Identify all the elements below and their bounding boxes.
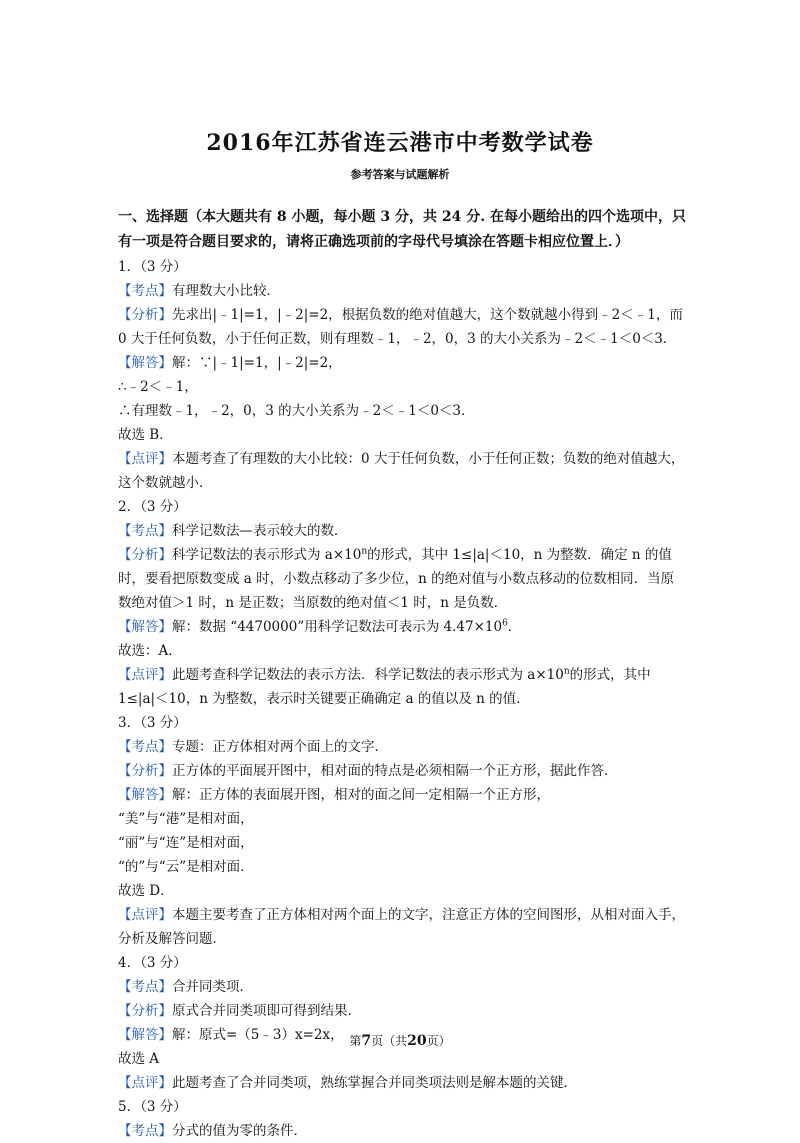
kaodian-tag: 【考点】 [118, 283, 172, 299]
fenxi-text: 原式合并同类项即可得到结果． [172, 1003, 361, 1019]
fenxi-text: 科学记数法的表示形式为 a×10 [172, 547, 362, 563]
fenxi-line [118, 543, 686, 615]
jieda-line [118, 351, 686, 375]
jieda-line [118, 783, 686, 807]
question-number: 2．（3 分） [118, 499, 187, 515]
kaodian-line [118, 279, 686, 303]
exponent: n [563, 666, 570, 677]
kaodian-tag: 【考点】 [118, 1123, 172, 1139]
kaodian-tag: 【考点】 [118, 739, 172, 755]
jieda-text-cont: ． [507, 619, 522, 635]
jieda-tag: 【解答】 [118, 355, 172, 371]
footer-prefix: 第 [349, 1034, 362, 1048]
dianping-tag: 【点评】 [118, 667, 172, 683]
solution-line: ∴有理数﹣1，﹣2，0，3 的大小关系为﹣2＜﹣1＜0＜3． [118, 403, 475, 419]
dianping-tag: 【点评】 [118, 1075, 172, 1091]
question-number: 1．（3 分） [118, 259, 187, 275]
footer-page-total: 20 [407, 1033, 427, 1049]
solution-line: “的”与“云”是相对面． [118, 859, 254, 875]
section-heading: 一、选择题（本大题共有 8 小题，每小题 3 分，共 24 分. 在每小题给出的四个选项中，只有一项是符合题目要求的，请将正确选项前的字母代号填涂在答题卡相应位置上．） [118, 209, 686, 250]
fenxi-text-cont: 的形式，其中 1≤|a|＜10，n 为整数．确定 n 的值时，要看把原数变成 a 时，小数点移动了多少位，n 的绝对值与小数点移动的位数相同．当原数绝对值＞1 时，n 是正数；当原数的绝对值＜1 时，n 是负数． [118, 547, 675, 611]
page-subtitle: 参考答案与试题解析 [350, 168, 450, 181]
dianping-text: 此题考查了合并同类项，熟练掌握合并同类项法则是解本题的关键． [172, 1075, 577, 1091]
kaodian-tag: 【考点】 [118, 979, 172, 995]
fenxi-tag: 【分析】 [118, 307, 172, 323]
dianping-line [118, 1071, 686, 1095]
kaodian-line [118, 1119, 686, 1143]
fenxi-line [118, 759, 686, 783]
solution-line: “美”与“港”是相对面， [118, 811, 254, 827]
dianping-text: 此题考查科学记数法的表示方法．科学记数法的表示形式为 a×10 [172, 667, 564, 683]
jieda-tag: 【解答】 [118, 787, 172, 803]
kaodian-text: 分式的值为零的条件． [172, 1123, 307, 1139]
jieda-text: 解：原式=（5﹣3）x=2x， [172, 1027, 344, 1043]
kaodian-text: 科学记数法—表示较大的数． [172, 523, 348, 539]
jieda-tag: 【解答】 [118, 1027, 172, 1043]
question-number: 4．（3 分） [118, 955, 187, 971]
fenxi-text: 先求出|﹣1|=1，|﹣2|=2，根据负数的绝对值越大，这个数就越小得到﹣2＜﹣1，而 0 大于任何负数，小于任何正数，则有理数﹣1，﹣2，0，3 的大小关系为﹣2＜﹣1＜0＜3． [118, 307, 683, 347]
dianping-text-cont: 的形式，其中 1≤|a|＜10，n 为整数，表示时关键要正确确定 a 的值以及 n 的值． [118, 667, 651, 707]
fenxi-text: 正方体的平面展开图中，相对面的特点是必须相隔一个正方形，据此作答． [172, 763, 618, 779]
page-footer [0, 1032, 800, 1049]
fenxi-line [118, 303, 686, 351]
dianping-tag: 【点评】 [118, 451, 172, 467]
kaodian-tag: 【考点】 [118, 523, 172, 539]
dianping-line [118, 663, 686, 711]
solution-line: ∴﹣2＜﹣1， [118, 379, 198, 395]
question-number: 5．（3 分） [118, 1099, 187, 1115]
fenxi-tag: 【分析】 [118, 547, 172, 563]
answer-line: 故选 B． [118, 427, 173, 443]
kaodian-text: 合并同类项． [172, 979, 253, 995]
dianping-text: 本题主要考查了正方体相对两个面上的文字，注意正方体的空间图形，从相对面入手，分析及解答问题． [118, 907, 685, 947]
answer-line: 故选：A． [118, 643, 182, 659]
answer-line: 故选 A [118, 1051, 160, 1067]
jieda-text: 解：数据 “4470000”用科学记数法可表示为 4.47×10 [172, 619, 503, 635]
dianping-text: 本题考查了有理数的大小比较：0 大于任何负数，小于任何正数；负数的绝对值越大，这个数就越小． [118, 451, 685, 491]
kaodian-line [118, 519, 686, 543]
fenxi-line [118, 999, 686, 1023]
fenxi-tag: 【分析】 [118, 763, 172, 779]
jieda-text: 解：∵|﹣1|=1，|﹣2|=2， [172, 355, 342, 371]
footer-mid: 页（共 [371, 1034, 408, 1048]
footer-page-number: 7 [361, 1033, 372, 1049]
exponent: 6 [502, 618, 508, 629]
document-body [118, 205, 686, 1143]
jieda-tag: 【解答】 [118, 619, 172, 635]
page-title: 2016年江苏省连云港市中考数学试卷 [206, 130, 594, 156]
fenxi-tag: 【分析】 [118, 1003, 172, 1019]
solution-line: “丽”与“连”是相对面， [118, 835, 254, 851]
kaodian-text: 有理数大小比较． [172, 283, 280, 299]
dianping-line [118, 447, 686, 495]
kaodian-text: 专题：正方体相对两个面上的文字． [172, 739, 388, 755]
exponent: n [361, 546, 368, 557]
dianping-tag: 【点评】 [118, 907, 172, 923]
kaodian-line [118, 735, 686, 759]
question-number: 3．（3 分） [118, 715, 187, 731]
answer-line: 故选 D． [118, 883, 174, 899]
dianping-line [118, 903, 686, 951]
kaodian-line [118, 975, 686, 999]
jieda-line [118, 615, 686, 639]
footer-suffix: 页） [426, 1034, 451, 1048]
jieda-text: 解：正方体的表面展开图，相对的面之间一定相隔一个正方形， [172, 787, 550, 803]
